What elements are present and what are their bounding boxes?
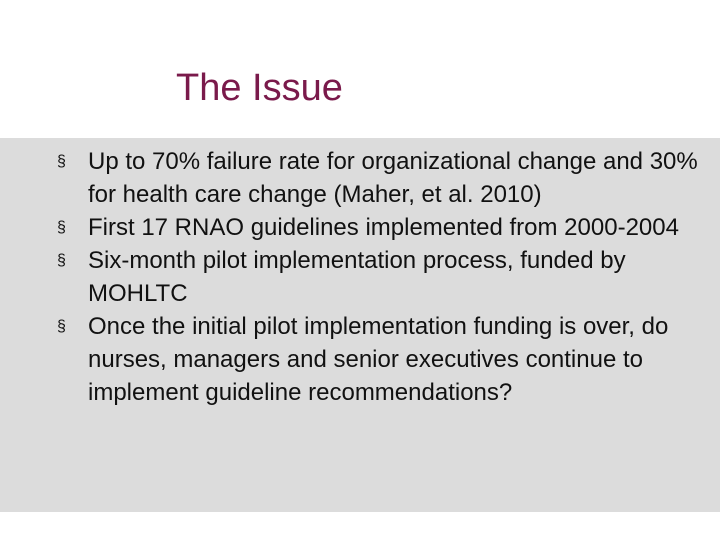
- bullet-text: First 17 RNAO guidelines implemented from 2000-2004: [88, 214, 679, 241]
- bullet-item: [57, 310, 707, 409]
- slide-title: The Issue: [176, 67, 343, 109]
- bullet-text: Up to 70% failure rate for organizational change and 30% for health care change (Maher, et al. 2010): [88, 148, 698, 208]
- bullet-text: Once the initial pilot implementation funding is over, do nurses, managers and senior executives continue to implement guideline recommendations?: [88, 313, 669, 406]
- bullet-marker: §: [57, 219, 66, 236]
- bullet-item: [57, 145, 707, 211]
- bullet-item: [57, 244, 707, 310]
- bullet-marker: §: [57, 318, 66, 335]
- bullet-marker: §: [57, 252, 66, 269]
- bullet-text: Six-month pilot implementation process, funded by MOHLTC: [88, 247, 626, 307]
- bullet-item: [57, 211, 707, 244]
- bullet-marker: §: [57, 153, 66, 170]
- bullet-list: [57, 145, 707, 409]
